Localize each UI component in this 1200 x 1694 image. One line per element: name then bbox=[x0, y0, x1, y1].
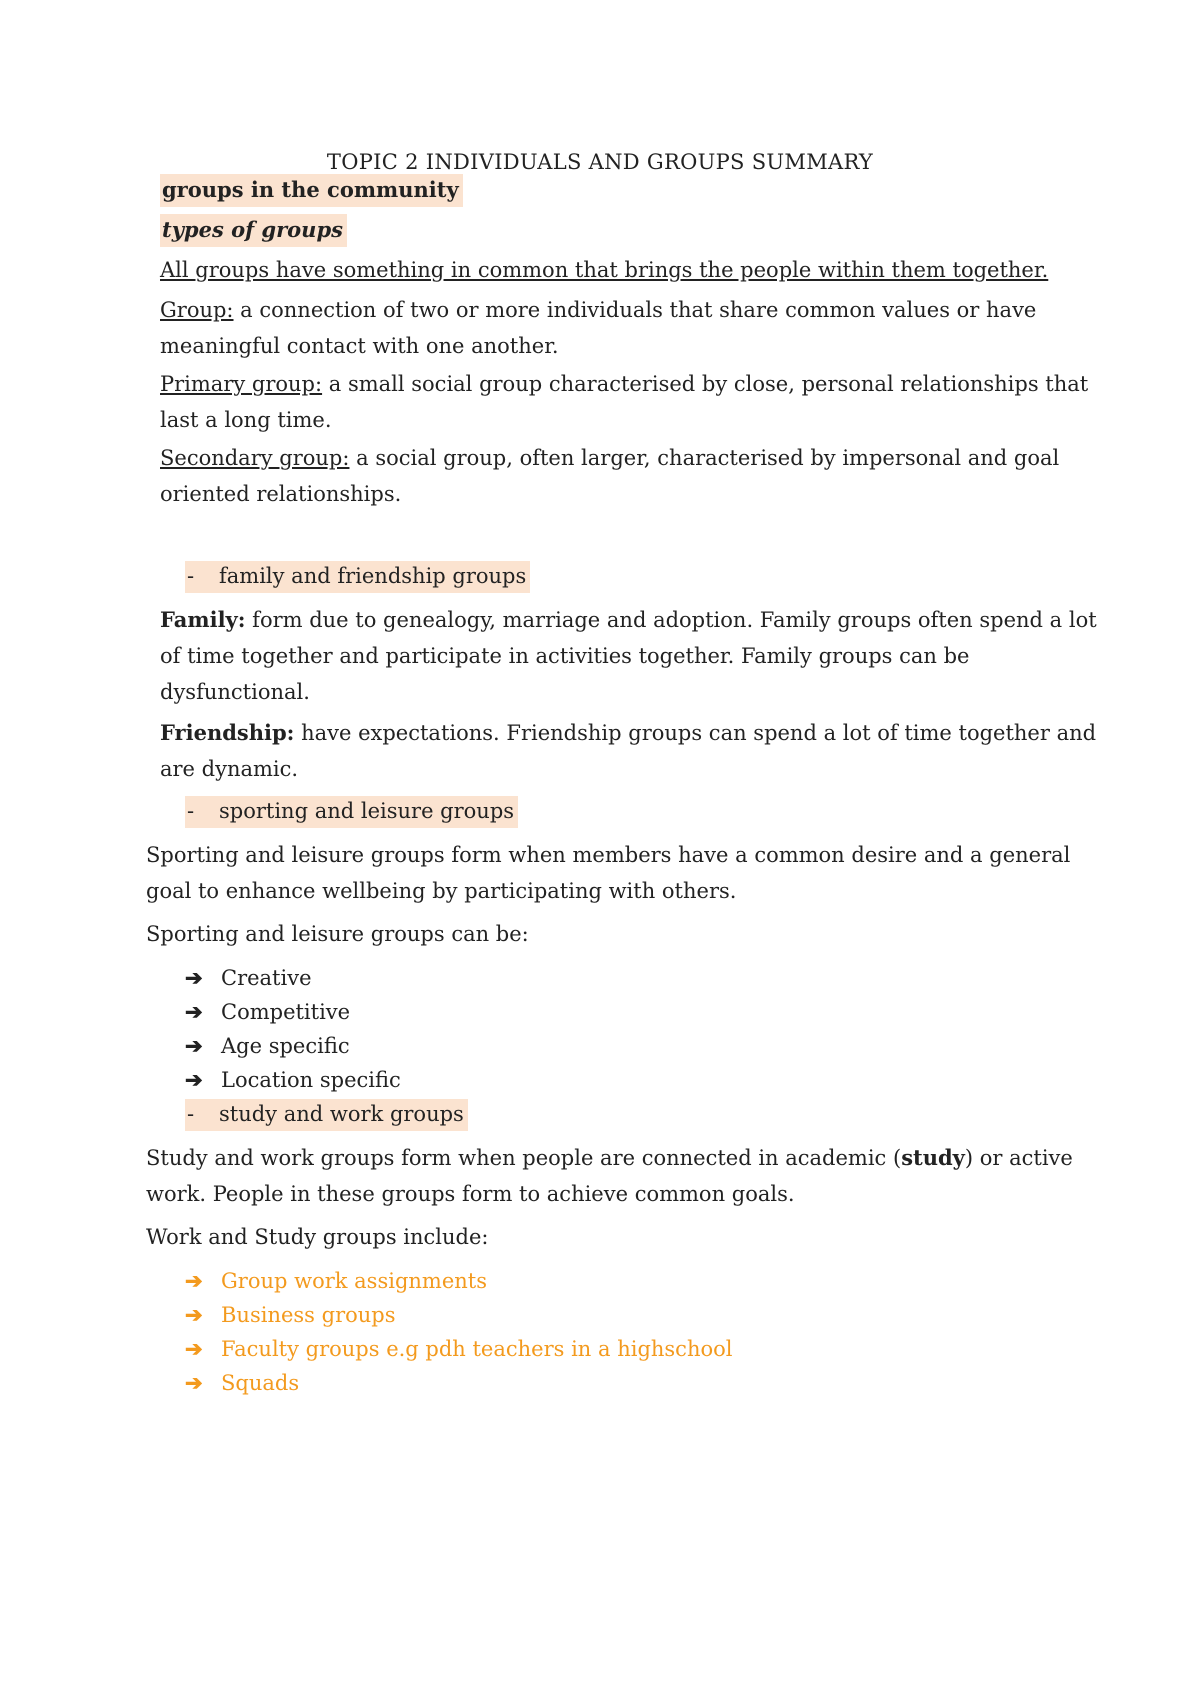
list-item: ➔ Group work assignments bbox=[185, 1263, 487, 1299]
list-item: ➔ Age specific bbox=[185, 1028, 350, 1064]
list-item: ➔ Location specific bbox=[185, 1062, 401, 1098]
arrow-icon: ➔ bbox=[185, 1067, 203, 1092]
heading-groups-in-community: groups in the community bbox=[160, 172, 463, 208]
study-list-intro: Work and Study groups include: bbox=[146, 1225, 489, 1249]
paragraph-study-work: Study and work groups form when people are connected in academic (study) or active work. People in these groups form to achieve common goals. bbox=[146, 1145, 1073, 1206]
document-title: TOPIC 2 INDIVIDUALS AND GROUPS SUMMARY bbox=[326, 150, 874, 174]
list-item: ➔ Creative bbox=[185, 960, 312, 996]
arrow-icon: ➔ bbox=[185, 1336, 203, 1361]
paragraph-family: Family: form due to genealogy, marriage and adoption. Family groups often spend a lot of time together and participate in activities together. Family groups can be dysfunctional. bbox=[160, 607, 1097, 704]
definition-primary-group: Primary group: a small social group characterised by close, personal relationships that last a long time. bbox=[160, 372, 1089, 432]
definition-group: Group: a connection of two or more individuals that share common values or have meaningful contact with one another. bbox=[160, 298, 1037, 358]
list-item: ➔ Business groups bbox=[185, 1297, 396, 1333]
heading-types-of-groups: types of groups bbox=[160, 212, 347, 248]
sporting-list-intro: Sporting and leisure groups can be: bbox=[146, 922, 529, 946]
arrow-icon: ➔ bbox=[185, 1302, 203, 1327]
section-heading-family-friendship: - family and friendship groups bbox=[185, 558, 530, 594]
arrow-icon: ➔ bbox=[185, 1033, 203, 1058]
definition-secondary-group: Secondary group: a social group, often larger, characterised by impersonal and goal oriented relationships. bbox=[160, 446, 1060, 506]
arrow-icon: ➔ bbox=[185, 999, 203, 1024]
paragraph-friendship: Friendship: have expectations. Friendship groups can spend a lot of time together and are dynamic. bbox=[160, 720, 1097, 781]
paragraph-sporting: Sporting and leisure groups form when members have a common desire and a general goal to enhance wellbeing by participating with others. bbox=[146, 843, 1071, 903]
arrow-icon: ➔ bbox=[185, 1268, 203, 1293]
list-item: ➔ Competitive bbox=[185, 994, 350, 1030]
section-heading-study-work: - study and work groups bbox=[185, 1096, 468, 1132]
list-item: ➔ Squads bbox=[185, 1365, 299, 1401]
section-heading-sporting-leisure: - sporting and leisure groups bbox=[185, 793, 518, 829]
intro-statement: All groups have something in common that brings the people within them together. bbox=[160, 258, 1049, 282]
arrow-icon: ➔ bbox=[185, 1370, 203, 1395]
arrow-icon: ➔ bbox=[185, 965, 203, 990]
list-item: ➔ Faculty groups e.g pdh teachers in a highschool bbox=[185, 1331, 732, 1367]
